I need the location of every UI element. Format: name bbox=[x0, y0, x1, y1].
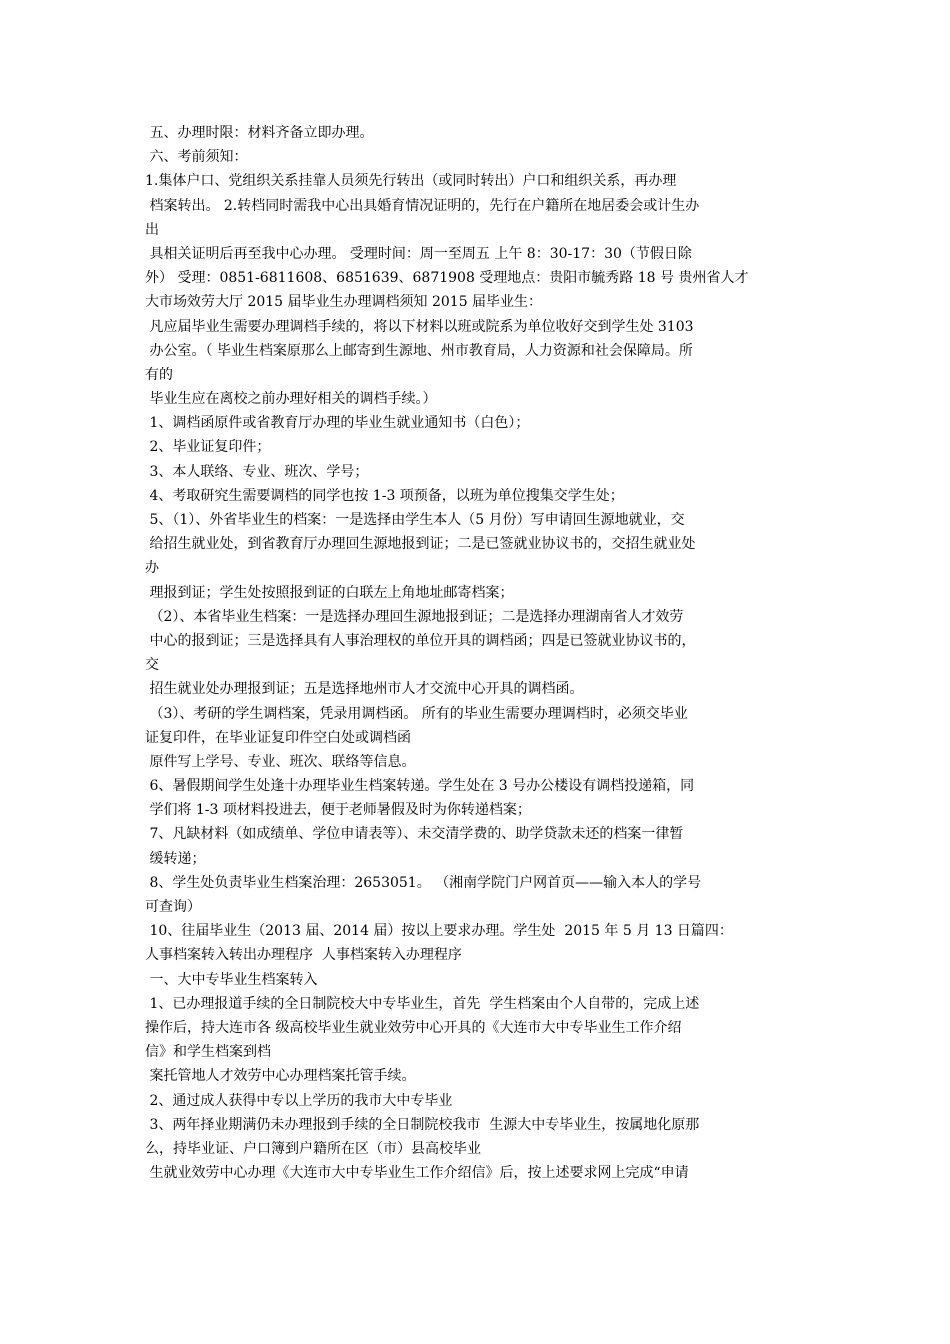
text-line: 案托管地人才效劳中心办理档案托管手续。 bbox=[145, 1068, 416, 1085]
text-line: 办 bbox=[145, 560, 159, 577]
text-line: 证复印件，在毕业证复印件空白处或调档函 bbox=[145, 729, 411, 746]
text-line: 4、考取研究生需要调档的同学也按 1-3 项预备，以班为单位搜集交学生处； bbox=[145, 487, 624, 504]
text-line: 一、大中专毕业生档案转入 bbox=[145, 971, 318, 988]
text-line: （3）、考研的学生调档案，凭录用调档函。 所有的毕业生需要办理调档时，必须交毕业 bbox=[145, 705, 688, 722]
text-line: 1、调档函原件或省教育厅办理的毕业生就业通知书（白色）； bbox=[145, 415, 530, 432]
text-line: 8、学生处负责毕业生档案治理：2653051。 （湘南学院门户网首页——输入本人的学号 bbox=[145, 874, 702, 891]
text-line: 具相关证明后再至我中心办理。 受理时间：周一至周五 上午 8：30-17：30（节假日除 bbox=[145, 245, 692, 262]
text-line: 2、通过成人获得中专以上学历的我市大中专毕业 bbox=[145, 1092, 453, 1109]
text-line: 原件写上学号、专业、班次、联络等信息。 bbox=[145, 753, 416, 770]
text-line: 生就业效劳中心办理《大连市大中专毕业生工作介绍信》后，按上述要求网上完成“申请 bbox=[145, 1165, 689, 1182]
text-line: （2）、本省毕业生档案：一是选择办理回生源地报到证；二是选择办理湖南省人才效劳 bbox=[145, 608, 684, 625]
text-line: 中心的报到证；三是选择具有人事治理权的单位开具的调档函；四是已签就业协议书的， bbox=[145, 632, 696, 649]
text-line: 外） 受理：0851-6811608、6851639、6871908 受理地点：贵阳市毓秀路 18 号 贵州省人才 bbox=[145, 270, 749, 287]
text-line: 学们将 1-3 项材料投进去，便于老师暑假及时为你转递档案； bbox=[145, 802, 531, 819]
text-line: 5、（1）、外省毕业生的档案：一是选择由学生本人（5 月份）写申请回生源地就业，交 bbox=[145, 512, 685, 528]
text-line: 理报到证；学生处按照报到证的白联左上角地址邮寄档案； bbox=[145, 584, 514, 601]
text-line: 可查询） bbox=[145, 899, 201, 915]
text-line: 招生就业处办理报到证；五是选择地州市人才交流中心开具的调档函。 bbox=[145, 681, 584, 698]
text-line: 1、已办理报道手续的全日制院校大中专毕业生，首先 学生档案由个人自带的，完成上述 bbox=[145, 995, 700, 1012]
text-line: 六、考前须知： bbox=[145, 149, 248, 166]
text-line: 么，持毕业证、户口簿到户籍所在区（市）县高校毕业 bbox=[145, 1140, 481, 1157]
text-line: 出 bbox=[145, 221, 159, 238]
text-line: 档案转出。 2.转档同时需我中心出具婚育情况证明的，先行在户籍所在地居委会或计生办 bbox=[145, 197, 700, 214]
document-body bbox=[145, 121, 810, 1185]
text-line: 1.集体户口、党组织关系挂靠人员须先行转出（或同时转出）户口和组织关系，再办理 bbox=[145, 173, 677, 190]
text-line: 7、凡缺材料（如成绩单、学位申请表等）、未交清学费的、助学贷款未还的档案一律暂 bbox=[145, 826, 684, 843]
text-line: 五、办理时限：材料齐备立即办理。 bbox=[145, 125, 374, 141]
text-line: 大市场效劳大厅 2015 届毕业生办理调档须知 2015 届毕业生： bbox=[145, 294, 543, 311]
text-line: 交 bbox=[145, 657, 159, 674]
text-line: 人事档案转入转出办理程序 人事档案转入办理程序 bbox=[145, 947, 462, 964]
text-line: 3、两年择业期满仍未办理报到手续的全日制院校我市 生源大中专毕业生，按属地化原那 bbox=[145, 1116, 700, 1133]
text-line: 2、毕业证复印件； bbox=[145, 439, 271, 456]
text-line: 缓转递； bbox=[145, 850, 206, 867]
text-line: 凡应届毕业生需要办理调档手续的，将以下材料以班或院系为单位收好交到学生处 3103 bbox=[145, 318, 694, 335]
text-line: 毕业生应在离校之前办理好相关的调档手续。） bbox=[145, 391, 437, 408]
text-line: 有的 bbox=[145, 366, 173, 383]
text-line: 3、本人联络、专业、班次、学号； bbox=[145, 463, 369, 480]
text-line: 10、往届毕业生（2013 届、2014 届）按以上要求办理。学生处 2015 年 5 月 13 日篇四： bbox=[145, 923, 733, 940]
text-line: 办公室。（ 毕业生档案原那么上邮寄到生源地、州市教育局，人力资源和社会保障局。所 bbox=[145, 342, 693, 359]
text-line: 操作后，持大连市各 级高校毕业生就业效劳中心开具的《大连市大中专毕业生工作介绍 bbox=[145, 1019, 682, 1036]
text-line: 6、暑假期间学生处逢十办理毕业生档案转递。学生处在 3 号办公楼设有调档投递箱，同 bbox=[145, 778, 695, 795]
text-line: 给招生就业处，到省教育厅办理回生源地报到证；二是已签就业协议书的，交招生就业处 bbox=[145, 536, 696, 553]
text-line: 信》和学生档案到档 bbox=[145, 1044, 271, 1061]
